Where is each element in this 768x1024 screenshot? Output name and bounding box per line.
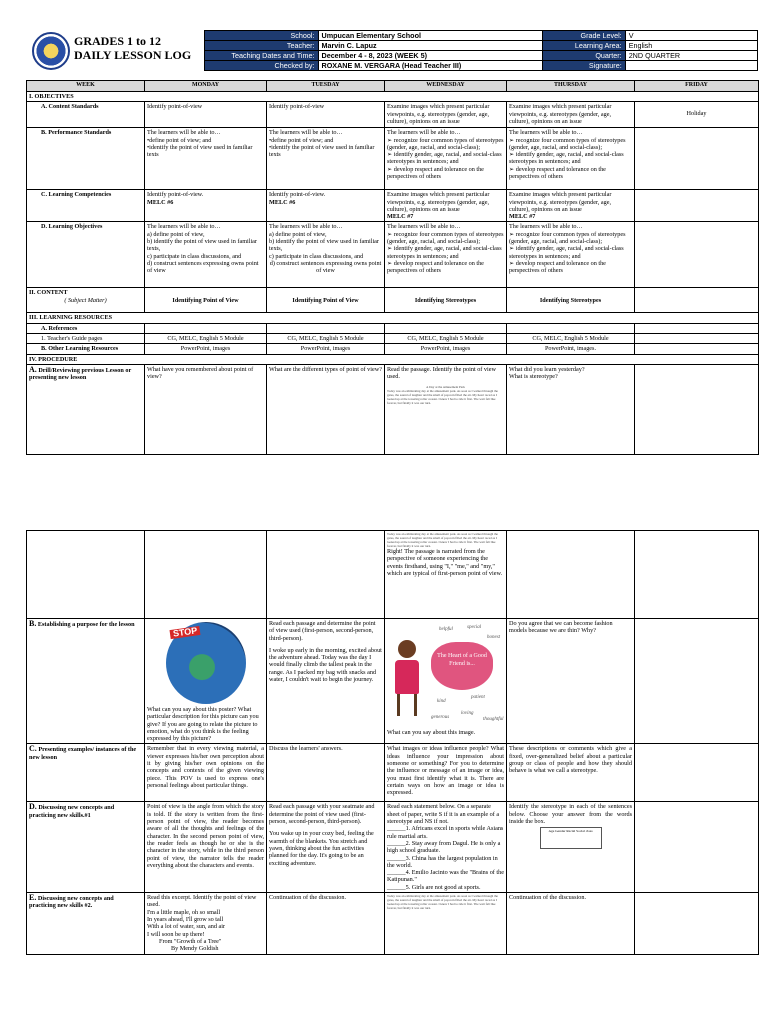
lesson-page-2: [26, 530, 758, 955]
perf-line: ➢ develop respect and tolerance on the perspectives of others: [509, 165, 606, 181]
other-mon: PowerPoint, images: [145, 344, 267, 354]
tg-wed: CG, MELC, English 5 Module: [385, 334, 507, 344]
area-value: English: [625, 41, 757, 51]
drill-wed: [385, 364, 507, 454]
perf-line: •identify the point of view used in familiar texts: [269, 143, 375, 159]
content-label: II. CONTENT: [29, 289, 68, 297]
passage-text: Today was an exhilarating day at the amusement park. As soon as I walked through the gates, the sound of laughter and the smell of popcorn filled the air. My heart raced as I looked up at the towering roller coaster. I knew I had to ride it first. The wait felt like forever, but finally it was our turn.: [387, 894, 498, 911]
poem-line: With a lot of water, sun, and air: [147, 923, 226, 931]
content-wed: Examine images which present particular viewpoints, e.g. stereotypes (gender, age, culture), opinions on an issue: [385, 102, 507, 128]
comp-mon: [145, 190, 267, 222]
lobj-line: a) define point of view,: [147, 230, 205, 238]
discuss2-label: Discussing new concepts and practicing new skills #2.: [29, 895, 114, 910]
discuss2-mon: [145, 893, 267, 955]
examples-label-cell: [27, 744, 145, 802]
discuss1-letter: D.: [29, 802, 37, 812]
word-box: Age Gender Racial Social class: [540, 827, 602, 849]
perf-fri: [635, 128, 759, 190]
lobj-line: The learners will be able to…: [269, 223, 343, 231]
melc-code: MELC #7: [509, 213, 536, 221]
perf-line: The learners will be able to…: [387, 129, 461, 137]
checked-value: ROXANE M. VERGARA (Head Teacher III): [318, 61, 542, 71]
content-mon: Identify point-of-view: [145, 102, 267, 128]
discuss1-thu-instr: Identify the stereotype in each of the sentences below. Choose your answer from the words inside the box.: [509, 803, 632, 826]
teacher-value: Marvin C. Lapuz: [318, 41, 542, 51]
poem-author: By Mendy Goldish: [171, 945, 219, 953]
melc-code: MELC #6: [269, 198, 296, 206]
examples-thu: These descriptions or comments which give a fixed, over-generalized belief about a particular group or class of people and how they should behave is what we call a stereotype.: [507, 744, 635, 802]
perf-line: The learners will be able to…: [147, 129, 221, 137]
lobj-thu: [507, 222, 635, 288]
quarter-value: 2ND QUARTER: [625, 51, 757, 61]
discuss1-mon: Point of view is the angle from which the story is told. If the story is written from the first-person point of view, the reader becomes aware of all the thoughts and feelings of the character. In the second person point of view, the reader feels as though he or she is the character in the story, while in the third person point of view, the narrator tells the reader everything about the characters and events.: [145, 802, 267, 893]
content-label-cell: [27, 288, 145, 313]
examples-wed: What images or ideas influence people? What ideas influence your impression about someone or something? For you to determine the influence or message of an image or idea, you must first identify what it is. There are certain ways on how an image or idea is expressed.: [385, 744, 507, 802]
poem-line: I will soon be up there!: [147, 930, 205, 938]
drill-thu-line: What did you learn yesterday?: [509, 365, 585, 373]
references-label: A. References: [27, 323, 145, 333]
poster-stop-text: STOP: [169, 626, 200, 639]
purpose-tue-instr: Read each passage and determine the point of view used (first-person, second-person, third-person).: [269, 620, 376, 642]
col-friday: FRIDAY: [635, 81, 759, 92]
poem-line: In years ahead, I'll grow so tall: [147, 915, 224, 923]
content-thu: Examine images which present particular viewpoints, e.g. stereotypes (gender, age, culture), opinions on an issue: [507, 102, 635, 128]
content-standards-label: A. Content Standards: [27, 102, 145, 128]
girl-figure-icon: [395, 640, 419, 720]
lobj-line: a) define point of view,: [269, 230, 327, 238]
examples-mon: Remember that in every viewing material, a viewer expresses his/her own perception about it by giving his/her own opinions on the concepts and contexts of the given viewing piece. This POV is used to express one's personal feelings about particular things.: [145, 744, 267, 802]
comp-thu: [507, 190, 635, 222]
perf-wed: [385, 128, 507, 190]
col-thursday: THURSDAY: [507, 81, 635, 92]
tg-mon: CG, MELC, English 5 Module: [145, 334, 267, 344]
grade-label: Grade Level:: [542, 31, 625, 41]
lobj-line: d) construct sentences expressing owns point of view: [147, 259, 259, 275]
col-monday: MONDAY: [145, 81, 267, 92]
perf-mon: [145, 128, 267, 190]
quiz-item: ______1. Africans excel in sports while Asians rule martial arts.: [387, 825, 504, 840]
discuss2-letter: E.: [29, 893, 37, 903]
drill-wed-text: Read the passage. Identify the point of view used.: [387, 365, 496, 381]
lobj-wed: [385, 222, 507, 288]
lobj-line: The learners will be able to…: [147, 223, 221, 231]
comp-line: Identify point-of-view.: [269, 191, 326, 199]
drill-letter: A.: [29, 364, 37, 374]
discuss1-tue-passage: You wake up in your cozy bed, feeling the warmth of the blankets. You stretch and yawn, thinking about the fun activities planned for the day. It's going to be an exciting adventure.: [269, 830, 374, 867]
perf-line: The learners will be able to…: [269, 129, 343, 137]
learning-objectives-label: D. Learning Objectives: [27, 222, 145, 288]
purpose-wed: [385, 619, 507, 744]
examples-label: Presenting examples/ instances of the new lesson: [29, 746, 137, 761]
other-thu: PowerPoint, images.: [507, 344, 635, 354]
lobj-line: The learners will be able to…: [509, 223, 583, 231]
school-value: Umpucan Elementary School: [318, 31, 542, 41]
lobj-line: The learners will be able to…: [387, 223, 461, 231]
lobj-line: ➢ recognize four common types of stereotypes (gender, age, racial, and social-class);: [387, 230, 504, 246]
comp-line: Examine images which present particular viewpoints, e.g. stereotypes (gender, age, culture), opinions on an issue: [509, 191, 612, 213]
passage-text: Today was an exhilarating day at the amusement park. As soon as I walked through the gates, the sound of laughter and the smell of popcorn filled the air. My heart raced as I looked up at the towering roller coaster. I knew I had to ride it first. The wait felt like forever, but finally it was our turn.: [387, 532, 498, 548]
lobj-line: c) participate in class discussions, and: [269, 252, 364, 260]
logo-line-2: DAILY LESSON LOG: [74, 48, 192, 62]
comp-line: Identify point-of-view.: [147, 191, 204, 199]
school-label: School:: [205, 31, 319, 41]
discuss1-label-cell: [27, 802, 145, 893]
lobj-line: b) identify the point of view used in familiar texts,: [269, 238, 379, 253]
quiz-instr: Read each statement below. On a separate sheet of paper, write S if it is an example of a stereotype and NS if not.: [387, 803, 500, 826]
discuss1-wed: [385, 802, 507, 893]
dates-value: December 4 - 8, 2023 (WEEK 5): [318, 51, 542, 61]
comp-fri: [635, 190, 759, 222]
lobj-line: c) participate in class discussions, and: [147, 252, 242, 260]
poem-source: From "Growth of a Tree": [159, 937, 222, 945]
quiz-item: ______2. Stay away from Dagul. He is only a high school graduate.: [387, 839, 501, 855]
perf-thu: [507, 128, 635, 190]
purpose-label-cell: [27, 619, 145, 744]
area-label: Learning Area:: [542, 41, 625, 51]
lobj-tue: [267, 222, 385, 288]
perf-line: The learners will be able to…: [509, 129, 583, 137]
signature-label: Signature:: [542, 61, 625, 71]
excerpt-instr: Read this excerpt. Identify the point of view used.: [147, 894, 257, 909]
lobj-line: ➢ recognize four common types of stereotypes (gender, age, racial, and social-class);: [509, 230, 626, 246]
discuss1-tue-instr: Read each passage with your seatmate and determine the point of view used (first-person, second-person, third-person).: [269, 803, 375, 826]
perf-line: •identify the point of view used in familiar texts: [147, 143, 253, 159]
discuss2-wed: [385, 893, 507, 955]
lobj-line: d) construct sentences expressing owns point of view: [269, 259, 382, 275]
logo-line-1: GRADES 1 to 12: [74, 34, 162, 48]
checked-label: Checked by:: [205, 61, 319, 71]
purpose-thu: Do you agree that we can become fashion models because we are thin? Why?: [507, 619, 635, 744]
quiz-item: ______4. Emilio Jacinto was the "Brains of the Katipunan.": [387, 869, 504, 884]
content-sublabel: ( Subject Matter): [64, 296, 107, 304]
content-thu: Identifying Stereotypes: [507, 288, 635, 313]
info-table: [204, 30, 758, 71]
content-tue: Identifying Point of View: [267, 288, 385, 313]
discuss1-tue: [267, 802, 385, 893]
drill-wed-continued: [385, 531, 507, 619]
column-header-row: [27, 81, 759, 92]
perf-line: ➢ develop respect and tolerance on the perspectives of others: [387, 165, 484, 181]
lobj-line: ➢ develop respect and tolerance on the perspectives of others: [509, 259, 606, 275]
poem-line: I'm a little maple, oh so small: [147, 908, 221, 916]
performance-standards-label: B. Performance Standards: [27, 128, 145, 190]
perf-line: ➢ identify gender, age, racial, and social-class stereotypes in sentences; and: [509, 151, 624, 166]
quiz-item: ______3. China has the largest population in the world.: [387, 854, 498, 869]
drill-wed-answer: Right! The passage is narrated from the perspective of someone experiencing the events firsthand, using "I," "me," and "my," which are typical of first-person point of view.: [387, 548, 503, 577]
lobj-line: b) identify the point of view used in familiar texts,: [147, 238, 257, 253]
logo-title: [74, 34, 191, 62]
deped-seal-icon: [32, 32, 70, 70]
lesson-page-1: [26, 80, 758, 455]
passage-title: A Day at the Amusement Park: [426, 384, 465, 389]
discuss2-label-cell: [27, 893, 145, 955]
header: [26, 30, 758, 72]
drill-label: Drill/Reviewing previous Lesson or presenting new lesson: [29, 366, 132, 382]
grade-value: V: [625, 31, 757, 41]
drill-label-cell: [27, 364, 145, 454]
comp-tue: [267, 190, 385, 222]
drill-thu-line: What is stereotype?: [509, 373, 558, 381]
perf-line: ➢ recognize four common types of stereotypes (gender, age, racial, and social-class);: [509, 136, 626, 151]
teacher-label: Teacher:: [205, 41, 319, 51]
purpose-label: Establishing a purpose for the lesson: [37, 621, 135, 628]
perf-tue: [267, 128, 385, 190]
examples-letter: C.: [29, 744, 37, 754]
lobj-line: ➢ identify gender, age, racial, and social-class stereotypes in sentences; and: [509, 245, 624, 260]
content-fri: [635, 288, 759, 313]
perf-line: ➢ recognize four common types of stereotypes (gender, age, racial, and social-class);: [387, 136, 504, 151]
friday-holiday: Holiday: [635, 102, 759, 128]
signature-value[interactable]: [625, 61, 757, 71]
other-wed: PowerPoint, images: [385, 344, 507, 354]
purpose-tue-passage: I woke up early in the morning, excited about the adventure ahead. Today was the day I would finally climb the tallest peak in the range. As I packed my bag with snacks and water, I couldn't wait to begin the journey.: [269, 646, 382, 684]
lesson-table-2: [26, 530, 759, 955]
lobj-mon: [145, 222, 267, 288]
other-tue: PowerPoint, images: [267, 344, 385, 354]
quiz-item: ______5. Girls are not good at sports.: [387, 883, 481, 891]
procedure-title: IV. PROCEDURE: [27, 354, 759, 364]
discuss2-tue: Continuation of the discussion.: [267, 893, 385, 955]
earth-poster-image: [166, 622, 246, 704]
perf-line: •define point of view; and: [147, 136, 212, 144]
content-tue: Identify point-of-view: [267, 102, 385, 128]
discuss1-label: Discussing new concepts and practicing new skills.#1: [29, 804, 115, 819]
dates-label: Teaching Dates and Time:: [205, 51, 319, 61]
drill-mon: What have you remembered about point of view?: [145, 364, 267, 454]
drill-tue: What are the different types of point of view?: [267, 364, 385, 454]
melc-code: MELC #6: [147, 198, 174, 206]
objectives-title: I. OBJECTIVES: [27, 92, 759, 102]
discuss2-thu: Continuation of the discussion.: [507, 893, 635, 955]
content-mon: Identifying Point of View: [145, 288, 267, 313]
col-wednesday: WEDNESDAY: [385, 81, 507, 92]
col-week: WEEK: [27, 81, 145, 92]
tg-thu: CG, MELC, English 5 Module: [507, 334, 635, 344]
drill-fri: [635, 364, 759, 454]
other-resources-label: B. Other Learning Resources: [27, 344, 145, 354]
lobj-fri: [635, 222, 759, 288]
quarter-label: Quarter:: [542, 51, 625, 61]
tg-label: 1. Teacher's Guide pages: [27, 334, 145, 344]
examples-tue: Discuss the learners' answers.: [267, 744, 385, 802]
purpose-wed-text: What can you say about this image.: [387, 729, 476, 736]
lesson-table-1: [26, 80, 759, 455]
lobj-line: ➢ identify gender, age, racial, and social-class stereotypes in sentences; and: [387, 245, 502, 260]
purpose-mon-text: What can you say about this poster? What particular description for this picture can you give? If you are going to relate the picture to emotion, what do you think is the feeling expressed by this picture?: [147, 706, 259, 743]
heart-icon: The Heart of a Good Friend is...: [431, 642, 493, 690]
purpose-tue: [267, 619, 385, 744]
competencies-label: C. Learning Competencies: [27, 190, 145, 222]
passage-text: Today was an exhilarating day at the amusement park. As soon as I walked through the gates, the sound of laughter and the smell of popcorn filled the air. My heart raced as I looked up at the towering roller coaster. I knew I had to ride it first. The wait felt like forever, but finally it was our turn.: [387, 388, 498, 405]
purpose-mon: [145, 619, 267, 744]
friend-heart-image: The Heart of a Good Friend is... helpful special honest kind patient generous loving thoughtful: [387, 622, 507, 727]
discuss1-thu: [507, 802, 635, 893]
perf-line: •define point of view; and: [269, 136, 334, 144]
purpose-letter: B.: [29, 619, 37, 628]
drill-thu: [507, 364, 635, 454]
comp-line: Examine images which present particular viewpoints, e.g. stereotypes (gender, age, culture), opinions on an issue: [387, 191, 490, 213]
perf-line: ➢ identify gender, age, racial, and social-class stereotypes in sentences; and: [387, 151, 502, 166]
content-wed: Identifying Stereotypes: [385, 288, 507, 313]
col-tuesday: TUESDAY: [267, 81, 385, 92]
lobj-line: ➢ develop respect and tolerance on the perspectives of others: [387, 259, 484, 275]
tg-tue: CG, MELC, English 5 Module: [267, 334, 385, 344]
melc-code: MELC #7: [387, 213, 414, 221]
comp-wed: [385, 190, 507, 222]
resources-title: III. LEARNING RESOURCES: [27, 313, 759, 323]
